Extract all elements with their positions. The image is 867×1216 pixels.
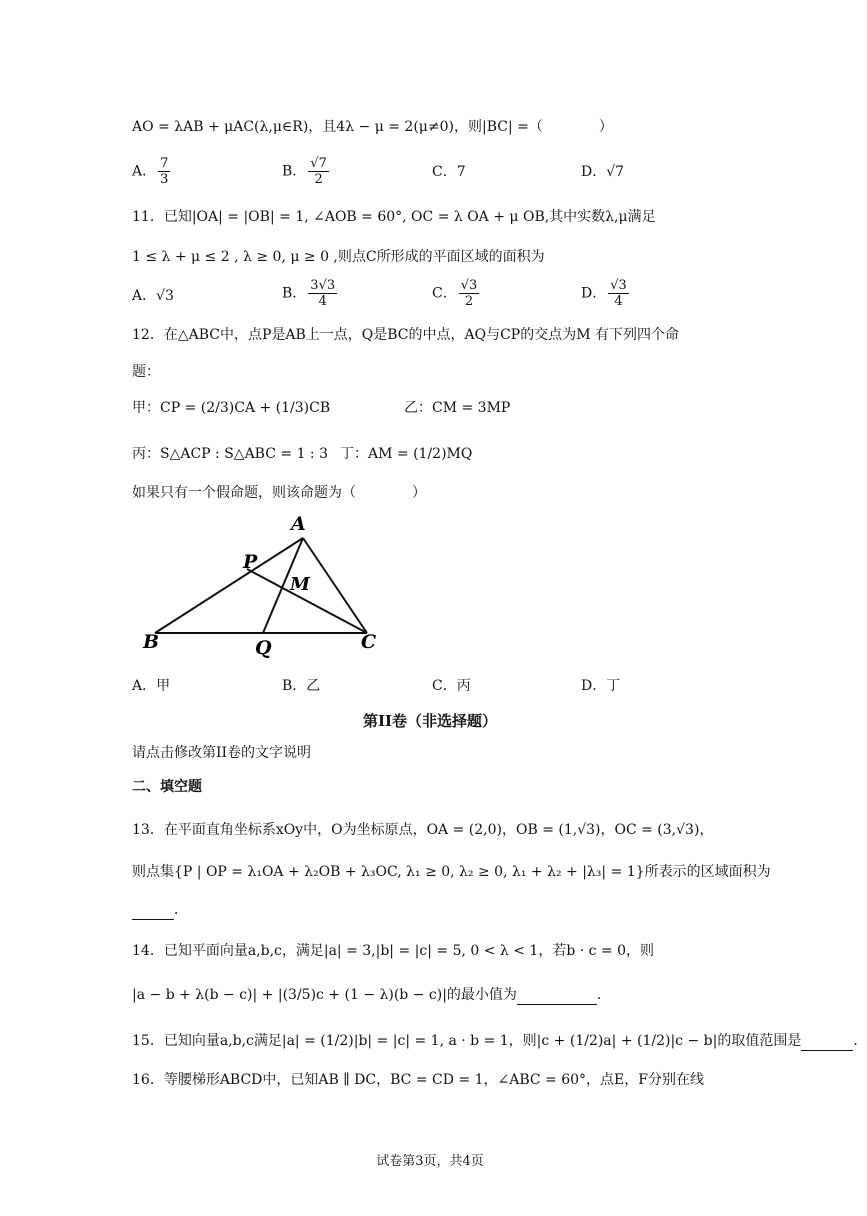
label-p: P (243, 551, 258, 573)
option-text: 甲 (156, 678, 171, 694)
end-punctuation: ． (596, 987, 611, 1003)
q14-stem-line1: 14．已知平面向量a,b,c，满足|a| = 3,|b| = |c| = 5, 0 < λ < 1，若b · c = 0，则 (132, 943, 655, 959)
q16-stem: 16．等腰梯形ABCD中，已知AB ∥ DC，BC = CD = 1，∠ABC = 60°，点E，F分别在线 (132, 1072, 704, 1088)
fraction-numerator: √3 (610, 278, 627, 293)
fraction-numerator: √7 (310, 156, 327, 171)
page-footer: 试卷第3页，共4页 (376, 1154, 484, 1169)
option-letter: D． (581, 285, 607, 302)
fraction-denominator: 3 (160, 172, 169, 187)
q12-option-b (282, 676, 320, 696)
q12-question: 如果只有一个假命题，则该命题为（ ） (132, 485, 426, 501)
q14-expression: |a − b + λ(b − c)| + |(3/5)c + (1 − λ)(b − c)|的最小值为 (132, 987, 517, 1003)
section-note: 请点击修改第II卷的文字说明 (132, 745, 312, 761)
q12-proposition-jia (132, 398, 330, 418)
option-letter: B． (282, 285, 307, 302)
option-text: √7 (606, 164, 625, 180)
proposition-label: 甲： (132, 400, 160, 416)
segment-ab (155, 538, 303, 633)
q11-option-a (132, 286, 174, 306)
q10-option-c (432, 162, 466, 182)
q14-stem-line2 (132, 985, 611, 1005)
q10-option-b (282, 156, 331, 187)
end-punctuation: ． (174, 902, 188, 918)
fraction-numerator: 3√3 (310, 278, 336, 293)
proposition-label: 乙： (404, 400, 432, 416)
q13-stem-line2: 则点集{P | OP = λ₁OA + λ₂OB + λ₃OC, λ₁ ≥ 0, λ₂ ≥ 0, λ₁ + λ₂ + |λ₃| = 1}所表示的区域面积为 (132, 864, 771, 880)
option-letter: C． (432, 285, 457, 302)
q12-triangle-figure (135, 512, 395, 662)
q11-option-d (581, 278, 631, 309)
label-a: A (291, 513, 306, 535)
section-title: 第II卷（非选择题） (362, 712, 498, 730)
answer-blank (517, 1004, 597, 1005)
q15-expression: 15．已知向量a,b,c满足|a| = (1/2)|b| = |c| = 1, a · b = 1，则|c + (1/2)a| + (1/2)|c − b|的取值范围是 (132, 1033, 802, 1049)
segment-ca (303, 538, 367, 633)
answer-blank (801, 1050, 853, 1051)
option-letter: C． (432, 678, 457, 694)
label-b: B (143, 631, 160, 653)
option-letter: B． (282, 678, 307, 694)
q10-option-a (132, 156, 172, 187)
part-heading: 二、填空题 (132, 779, 202, 795)
fraction-denominator: 4 (614, 294, 623, 309)
q12-option-a (132, 676, 170, 696)
option-letter: D． (581, 678, 607, 694)
q15-stem (132, 1031, 867, 1051)
option-text: 丁 (606, 678, 621, 694)
q10-stem: AO = λAB + μAC(λ,μ∈R)，且4λ − μ = 2(μ≠0)，则|BC| =（ ） (132, 119, 613, 135)
q12-option-d (581, 676, 620, 696)
proposition-expression: S△ACP : S△ABC = 1 : 3 (160, 446, 329, 462)
q11-stem-line2: 1 ≤ λ + μ ≤ 2 , λ ≥ 0, μ ≥ 0 ,则点C所形成的平面区域的面积为 (132, 249, 545, 265)
label-c: C (361, 631, 377, 653)
fraction-denominator: 2 (314, 172, 323, 187)
option-letter: B． (282, 163, 307, 180)
option-text: 丙 (456, 678, 471, 694)
q12-proposition-bing (132, 444, 328, 464)
q12-option-c (432, 676, 471, 696)
option-letter: C． (432, 164, 457, 180)
label-m: M (290, 574, 310, 595)
end-punctuation: ． (853, 1033, 867, 1049)
option-letter: D． (581, 164, 607, 180)
proposition-expression: AM = (1/2)MQ (368, 446, 473, 462)
proposition-expression: CM = 3MP (432, 400, 511, 416)
answer-blank (132, 919, 174, 920)
q11-stem-line1: 11．已知|OA| = |OB| = 1, ∠AOB = 60°, OC = λ OA + μ OB,其中实数λ,μ满足 (132, 209, 656, 225)
q12-proposition-yi (404, 398, 510, 418)
fraction-numerator: √3 (460, 278, 478, 293)
option-text: 7 (456, 164, 466, 180)
q11-option-b (282, 278, 339, 309)
option-text: 乙 (306, 678, 321, 694)
option-letter: A． (132, 288, 157, 304)
option-letter: A． (132, 163, 157, 180)
q12-proposition-ding (340, 444, 472, 464)
q10-option-d (581, 162, 624, 182)
option-letter: A． (132, 678, 157, 694)
fraction-denominator: 2 (464, 294, 474, 309)
q13-answer-blank (132, 900, 188, 920)
label-q: Q (255, 637, 272, 659)
proposition-label: 丙： (132, 446, 160, 462)
q12-stem-line1: 12．在△ABC中，点P是AB上一点，Q是BC的中点，AQ与CP的交点为M 有下列四个命 (132, 327, 680, 343)
option-text: √3 (156, 288, 174, 304)
fraction-denominator: 4 (318, 294, 327, 309)
q13-stem-line1: 13．在平面直角坐标系xOy中，O为坐标原点，OA = (2,0)，OB = (1,√3)，OC = (3,√3)， (132, 822, 714, 838)
proposition-label: 丁： (340, 446, 368, 462)
fraction-numerator: 7 (160, 156, 169, 171)
q12-stem-line2: 题： (132, 364, 160, 380)
q11-option-c (432, 278, 481, 309)
proposition-expression: CP = (2/3)CA + (1/3)CB (160, 400, 331, 416)
